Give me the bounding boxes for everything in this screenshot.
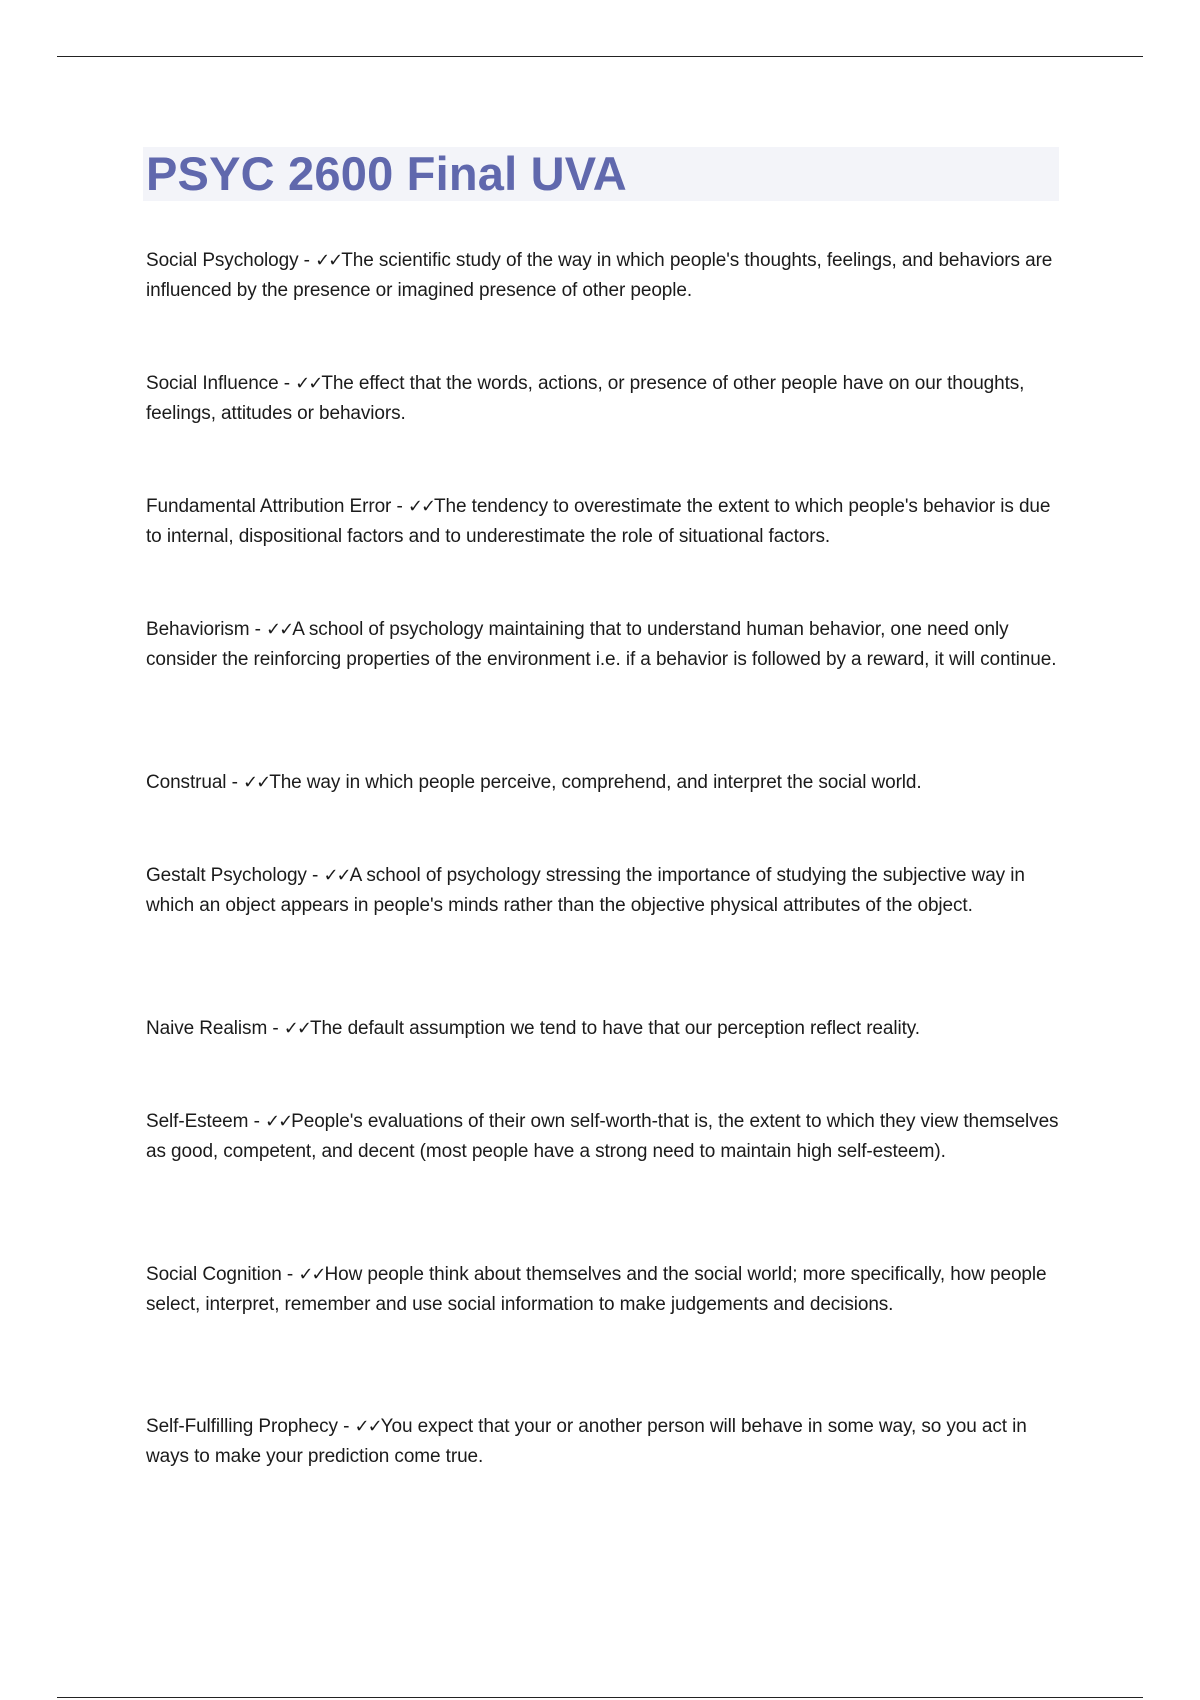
definition-entry	[146, 1014, 1066, 1044]
entry-term: Naive Realism	[146, 1018, 268, 1039]
entry-term: Social Psychology	[146, 250, 299, 271]
entry-separator: -	[267, 1018, 284, 1039]
entry-definition: The effect that the words, actions, or presence of other people have on our thoughts, feelings, attitudes or behaviors.	[146, 373, 1025, 424]
entry-separator: -	[249, 619, 267, 640]
definition-entry	[146, 492, 1066, 551]
double-check-icon: ✓✓	[243, 772, 270, 793]
entry-term: Gestalt Psychology	[146, 865, 307, 886]
entry-term: Construal	[146, 772, 227, 793]
definition-entry	[146, 615, 1066, 674]
entry-term: Social Cognition	[146, 1264, 282, 1285]
entry-separator: -	[337, 1416, 355, 1437]
entry-definition: The scientific study of the way in which people's thoughts, feelings, and behaviors are influenced by the presence or imagined presence of other people.	[146, 250, 1053, 301]
entry-term: Fundamental Attribution Error	[146, 496, 392, 517]
entry-definition: A school of psychology stressing the importance of studying the subjective way in which an object appears in people's minds rather than the objective physical attributes of the object.	[146, 865, 1025, 916]
double-check-icon: ✓✓	[315, 250, 342, 271]
definition-entry	[146, 1412, 1066, 1471]
entry-separator: -	[226, 772, 244, 793]
definition-entry	[146, 861, 1066, 920]
double-check-icon: ✓✓	[266, 619, 293, 640]
page-title: PSYC 2600 Final UVA	[146, 147, 627, 200]
definition-entry	[146, 1107, 1066, 1166]
double-check-icon: ✓✓	[283, 1018, 310, 1039]
bottom-rule	[57, 1697, 1143, 1698]
entry-definition: The tendency to overestimate the extent to which people's behavior is due to internal, dispositional factors and to underestimate the role of situational factors.	[146, 496, 1051, 547]
double-check-icon: ✓✓	[354, 1416, 381, 1437]
entry-term: Behaviorism	[146, 619, 250, 640]
entry-definition: How people think about themselves and the social world; more specifically, how people select, interpret, remember and use social information to make judgements and decisions.	[146, 1264, 1047, 1315]
double-check-icon: ✓✓	[264, 1111, 292, 1132]
double-check-icon: ✓✓	[407, 496, 435, 517]
entry-separator: -	[391, 496, 408, 517]
entry-definition: You expect that your or another person will behave in some way, so you act in ways to make your prediction come true.	[146, 1416, 1027, 1467]
entry-separator: -	[248, 1111, 265, 1132]
double-check-icon: ✓✓	[323, 865, 350, 886]
definition-entry	[146, 246, 1066, 305]
definition-entry	[146, 369, 1066, 428]
top-rule	[57, 56, 1143, 57]
entry-definition: People's evaluations of their own self-worth-that is, the extent to which they view themselves as good, competent, and decent (most people have a strong need to maintain high self-esteem).	[146, 1111, 1059, 1162]
entry-separator: -	[278, 373, 296, 394]
double-check-icon: ✓✓	[295, 373, 322, 394]
entry-separator: -	[298, 250, 316, 271]
definition-entry	[146, 768, 1066, 798]
entry-term: Self-Fulfilling Prophecy	[146, 1416, 338, 1437]
entry-term: Self-Esteem	[146, 1111, 249, 1132]
definition-entry	[146, 1260, 1066, 1319]
entry-term: Social Influence	[146, 373, 279, 394]
entry-separator: -	[306, 865, 324, 886]
entry-definition: The default assumption we tend to have that our perception reflect reality.	[309, 1018, 920, 1039]
entry-definition: The way in which people perceive, comprehend, and interpret the social world.	[269, 772, 922, 793]
entry-definition: A school of psychology maintaining that to understand human behavior, one need only consider the reinforcing properties of the environment i.e. if a behavior is followed by a reward, it will continue.	[146, 619, 1057, 670]
double-check-icon: ✓✓	[298, 1264, 325, 1285]
entry-separator: -	[281, 1264, 299, 1285]
